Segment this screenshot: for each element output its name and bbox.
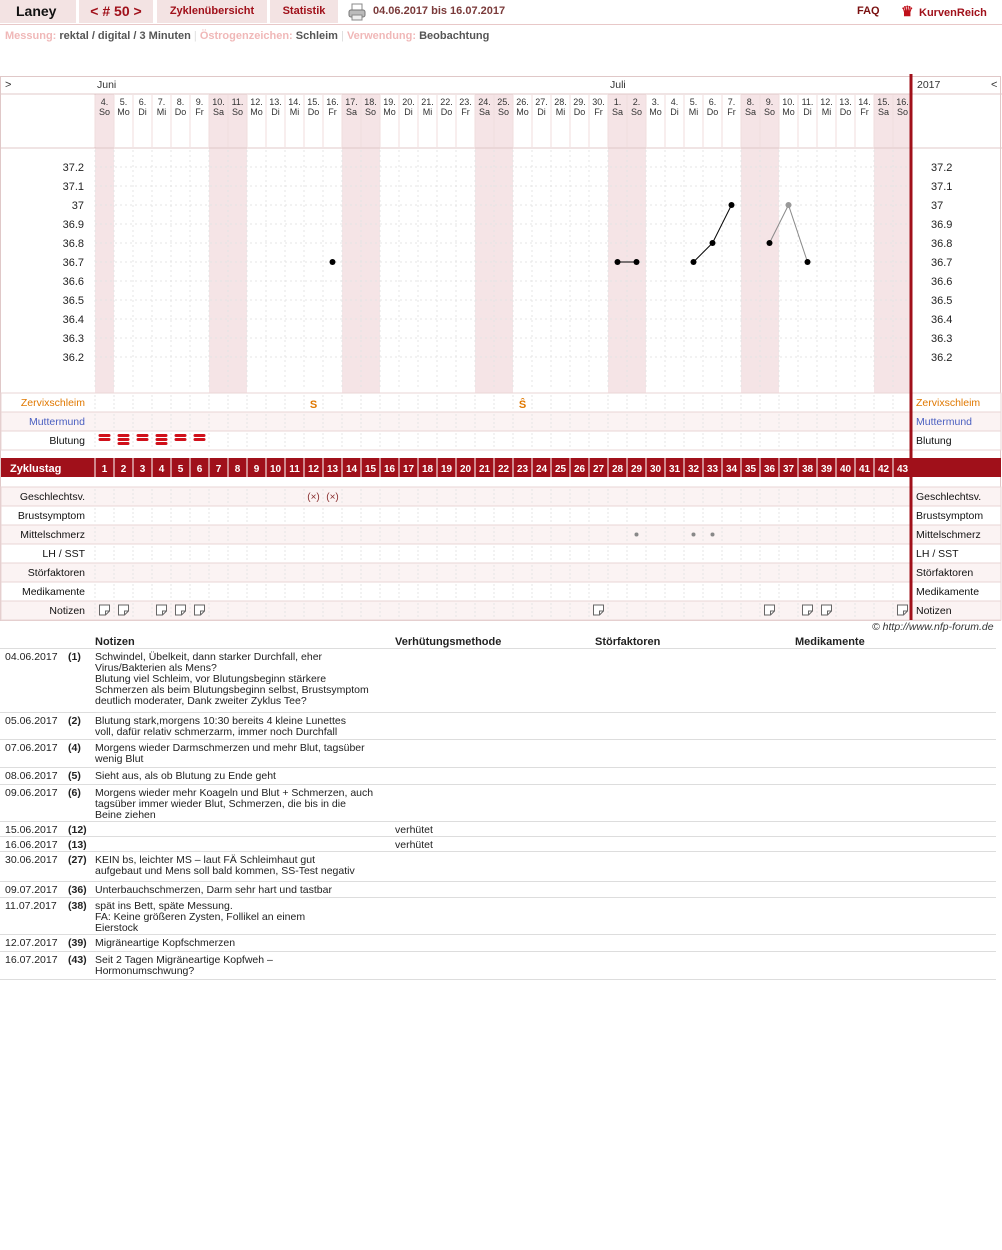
date-label: 22. <box>440 97 453 107</box>
weekday-label: Fr <box>461 107 470 117</box>
cycle-day-number: 40 <box>839 464 852 475</box>
temperature-point <box>691 259 697 265</box>
y-tick-right: 36.3 <box>931 333 953 345</box>
y-tick-right: 36.8 <box>931 238 953 250</box>
row-label-mittelschmerz-right: Mittelschmerz <box>916 529 981 541</box>
date-label: 18. <box>364 97 377 107</box>
y-tick-left: 36.5 <box>62 295 84 307</box>
row-label-blutung-right: Blutung <box>916 435 952 447</box>
row-label-zervixschleim-right: Zervixschleim <box>916 397 981 409</box>
y-tick-left: 36.8 <box>62 238 84 250</box>
row-label-lh-sst: LH / SST <box>42 548 85 560</box>
weekday-label: Sa <box>744 107 757 117</box>
y-tick-right: 36.2 <box>931 352 953 364</box>
weekday-label: Do <box>440 107 453 117</box>
row-band <box>1 431 1001 450</box>
note-cycle-day: (43) <box>68 954 87 966</box>
weekday-label: Sa <box>877 107 890 117</box>
note-date: 09.06.2017 <box>5 787 58 799</box>
date-label: 6. <box>138 97 147 107</box>
weekday-label: Di <box>803 107 812 117</box>
note-text: Morgens wieder mehr Koageln und Blut + Schmerzen, auch tagsüber immer wieder Blut, Schmerzen, die bis in die Beine ziehen <box>95 787 374 821</box>
cycle-day-number: 38 <box>801 464 814 475</box>
note-cycle-day: (2) <box>68 715 81 727</box>
weekday-label: Mi <box>156 107 167 117</box>
note-cycle-day: (1) <box>68 651 81 663</box>
weekday-label: Di <box>537 107 546 117</box>
bleeding-mark <box>156 434 168 437</box>
method-header: Verhütungsmethode <box>395 636 502 648</box>
row-label-muttermund: Muttermund <box>28 416 85 428</box>
nav-previous-arrow: > <box>5 79 12 91</box>
messung-label: Messung: <box>5 30 57 42</box>
note-date: 11.07.2017 <box>5 900 57 912</box>
cycle-day-number: 26 <box>573 464 586 475</box>
bleeding-mark <box>194 434 206 437</box>
year-label: 2017 <box>917 79 941 91</box>
cycle-day-number: 11 <box>289 464 300 475</box>
y-tick-right: 37.2 <box>931 162 953 174</box>
date-label: 10. <box>782 97 795 107</box>
date-label: 28. <box>554 97 567 107</box>
y-tick-left: 37.2 <box>62 162 84 174</box>
cycle-day-number: 1 <box>101 464 108 475</box>
weekday-label: So <box>231 107 244 117</box>
date-label: 4. <box>670 97 679 107</box>
note-row <box>0 852 996 882</box>
temperature-point <box>767 240 773 246</box>
note-date: 16.07.2017 <box>5 954 58 966</box>
date-label: 7. <box>157 97 166 107</box>
note-text: spät ins Bett, späte Messung. FA: Keine größeren Zysten, Follikel an einem Eierstock <box>95 900 306 934</box>
note-text: Unterbauchschmerzen, Darm sehr hart und tastbar <box>95 884 332 896</box>
date-label: 29. <box>573 97 586 107</box>
cycle-day-number: 12 <box>307 464 320 475</box>
tab-statistics[interactable]: Statistik <box>270 0 338 23</box>
bleeding-mark <box>118 434 130 437</box>
date-label: 15. <box>307 97 320 107</box>
cycle-day-number: 5 <box>177 464 184 475</box>
weekday-label: Fr <box>727 107 736 117</box>
note-date: 05.06.2017 <box>5 715 58 727</box>
date-label: 9. <box>765 97 774 107</box>
row-label-geschlechtsv--right: Geschlechtsv. <box>916 491 982 503</box>
date-label: 10. <box>212 97 225 107</box>
y-tick-left: 36.2 <box>62 352 84 364</box>
cycle-day-number: 29 <box>630 464 643 475</box>
notes-header: Notizen <box>95 636 135 648</box>
note-row <box>0 768 996 785</box>
note-date: 15.06.2017 <box>5 824 58 836</box>
weekday-label: Mi <box>289 107 300 117</box>
measurement-info: Messung: rektal / digital / 3 Minuten | Östrogenzeichen: Schleim | Verwendung: Beobachtung <box>5 30 490 42</box>
temperature-point <box>710 240 716 246</box>
note-cycle-day: (39) <box>68 937 87 949</box>
y-tick-left: 36.6 <box>62 276 84 288</box>
note-row <box>0 785 996 822</box>
cycle-day-number: 9 <box>253 464 260 475</box>
note-cycle-day: (12) <box>68 824 87 836</box>
date-label: 5. <box>689 97 698 107</box>
bleeding-mark <box>99 434 111 437</box>
cycle-day-number: 23 <box>516 464 529 475</box>
y-tick-right: 36.5 <box>931 295 953 307</box>
date-label: 14. <box>858 97 871 107</box>
cervical-mucus-mark: Ŝ <box>518 399 527 411</box>
weekday-label: Di <box>271 107 280 117</box>
month-label: Juli <box>610 79 626 91</box>
crown-icon: ♛ <box>901 3 914 19</box>
note-row <box>0 898 996 935</box>
cycle-day-number: 18 <box>421 464 434 475</box>
note-method: verhütet <box>395 824 433 836</box>
cycle-day-number: 3 <box>139 464 146 475</box>
row-label-zervixschleim: Zervixschleim <box>20 397 85 409</box>
note-cycle-day: (13) <box>68 839 87 851</box>
cycle-day-number: 20 <box>459 464 472 475</box>
row-band <box>1 506 1001 525</box>
date-label: 8. <box>176 97 185 107</box>
weekday-label: So <box>630 107 643 117</box>
nav-next-arrow: < <box>991 79 998 91</box>
weekday-label: So <box>896 107 909 117</box>
bleeding-mark <box>156 442 168 445</box>
note-cycle-day: (36) <box>68 884 87 896</box>
weekday-label: Fr <box>328 107 337 117</box>
weekday-label: Sa <box>478 107 491 117</box>
cycle-day-number: 34 <box>725 464 738 475</box>
row-label-notizen: Notizen <box>49 605 85 617</box>
y-tick-left: 36.4 <box>62 314 84 326</box>
row-label-störfaktoren: Störfaktoren <box>27 567 85 579</box>
note-date: 09.07.2017 <box>5 884 58 896</box>
date-label: 2. <box>632 97 641 107</box>
date-label: 11. <box>801 97 814 107</box>
y-tick-right: 36.9 <box>931 219 953 231</box>
cycle-day-label: Zyklustag <box>10 463 62 475</box>
row-band <box>1 412 1001 431</box>
date-label: 7. <box>727 97 736 107</box>
weekday-label: Fr <box>860 107 869 117</box>
weekday-label: Mi <box>688 107 699 117</box>
verwendung-value: Beobachtung <box>419 30 490 42</box>
date-label: 15. <box>877 97 890 107</box>
note-row <box>0 837 996 852</box>
weekday-label: So <box>98 107 111 117</box>
oestrogen-value: Schleim <box>295 30 338 42</box>
weekday-label: Mo <box>117 107 130 117</box>
bleeding-mark <box>137 438 149 441</box>
temperature-point <box>330 259 336 265</box>
row-band <box>1 393 1001 412</box>
note-cycle-day: (4) <box>68 742 81 754</box>
cycle-day-number: 13 <box>326 464 339 475</box>
weekday-label: Di <box>404 107 413 117</box>
intercourse-mark: (×) <box>326 492 339 503</box>
weekday-label: So <box>364 107 377 117</box>
cervical-mucus-mark: S <box>309 399 318 411</box>
cycle-day-number: 14 <box>345 464 358 475</box>
date-label: 16. <box>326 97 339 107</box>
weekday-label: Di <box>670 107 679 117</box>
cycle-day-number: 28 <box>611 464 624 475</box>
cycle-day-number: 10 <box>269 464 282 475</box>
row-label-brustsymptom: Brustsymptom <box>17 510 85 522</box>
bleeding-mark <box>175 434 187 437</box>
weekday-label: Mi <box>422 107 433 117</box>
messung-value: rektal / digital / 3 Minuten <box>59 30 191 42</box>
cycle-day-number: 39 <box>820 464 833 475</box>
date-label: 25. <box>497 97 510 107</box>
weekday-label: So <box>763 107 776 117</box>
row-label-störfaktoren-right: Störfaktoren <box>916 567 974 579</box>
mittelschmerz-mark <box>635 533 639 537</box>
date-label: 17. <box>345 97 358 107</box>
row-label-lh-sst-right: LH / SST <box>916 548 959 560</box>
note-method: verhütet <box>395 839 433 851</box>
note-cycle-day: (38) <box>68 900 87 912</box>
weekday-label: Do <box>174 107 187 117</box>
note-text: Blutung stark,morgens 10:30 bereits 4 kleine Lunettes voll, dafür relativ schmerzarm, immer noch Durchfall <box>95 715 346 738</box>
row-label-blutung: Blutung <box>49 435 85 447</box>
weekday-label: Mo <box>649 107 662 117</box>
medication-header: Medikamente <box>795 636 865 648</box>
note-text: Morgens wieder Darmschmerzen und mehr Blut, tagsüber wenig Blut <box>95 742 365 765</box>
copyright: © http://www.nfp-forum.de <box>872 621 994 633</box>
weekday-label: Mi <box>821 107 832 117</box>
note-row <box>0 713 996 740</box>
weekday-label: Fr <box>195 107 204 117</box>
date-label: 8. <box>746 97 755 107</box>
weekday-label: Do <box>706 107 719 117</box>
month-label: Juni <box>97 79 117 91</box>
verwendung-label: Verwendung: <box>346 30 417 42</box>
date-label: 4. <box>100 97 109 107</box>
temperature-line <box>789 205 808 262</box>
y-tick-right: 37.1 <box>931 181 953 193</box>
date-label: 19. <box>383 97 396 107</box>
row-label-geschlechtsv-: Geschlechtsv. <box>19 491 85 503</box>
bleeding-mark <box>175 438 187 441</box>
note-date: 08.06.2017 <box>5 770 58 782</box>
y-tick-right: 36.4 <box>931 314 953 326</box>
row-band <box>1 563 1001 582</box>
cycle-day-number: 7 <box>215 464 222 475</box>
cycle-day-number: 19 <box>440 464 453 475</box>
y-tick-left: 37 <box>71 200 84 212</box>
date-label: 9. <box>195 97 204 107</box>
row-label-medikamente-right: Medikamente <box>916 586 980 598</box>
date-range: 04.06.2017 bis 16.07.2017 <box>373 5 506 17</box>
bleeding-mark <box>118 442 130 445</box>
weekday-label: Mo <box>782 107 795 117</box>
cycle-day-number: 8 <box>234 464 241 475</box>
y-tick-right: 36.6 <box>931 276 953 288</box>
weekday-label: Do <box>573 107 586 117</box>
note-row <box>0 740 996 768</box>
date-label: 14. <box>288 97 301 107</box>
cycle-day-number: 2 <box>120 464 127 475</box>
note-cycle-day: (6) <box>68 787 81 799</box>
cycle-day-number: 27 <box>592 464 605 475</box>
row-band <box>1 544 1001 563</box>
date-label: 27. <box>535 97 548 107</box>
temperature-point <box>786 202 792 208</box>
bleeding-mark <box>99 438 111 441</box>
note-date: 04.06.2017 <box>5 651 58 663</box>
note-text: Migräneartige Kopfschmerzen <box>95 937 236 949</box>
cycle-day-number: 41 <box>858 464 871 475</box>
weekday-label: So <box>497 107 510 117</box>
cycle-navigator[interactable]: < # 50 > <box>79 0 153 23</box>
y-tick-left: 36.3 <box>62 333 84 345</box>
weekday-label: Mo <box>516 107 529 117</box>
note-text: Seit 2 Tagen Migräneartige Kopfweh – Hormonumschwung? <box>95 954 273 977</box>
temperature-point <box>805 259 811 265</box>
cycle-day-number: 21 <box>478 464 491 475</box>
cycle-day-number: 22 <box>497 464 510 475</box>
faq-link[interactable]: FAQ <box>857 5 880 17</box>
cycle-day-number: 35 <box>744 464 757 475</box>
date-label: 6. <box>708 97 717 107</box>
date-label: 13. <box>269 97 282 107</box>
note-cycle-day: (27) <box>68 854 87 866</box>
date-label: 30. <box>592 97 605 107</box>
weekday-label: Sa <box>345 107 358 117</box>
mittelschmerz-mark <box>711 533 715 537</box>
tab-cycle-overview[interactable]: Zyklenübersicht <box>157 0 267 23</box>
date-label: 26. <box>516 97 529 107</box>
cycle-day-number: 16 <box>383 464 396 475</box>
cycle-day-number: 15 <box>364 464 377 475</box>
weekday-label: Mo <box>250 107 263 117</box>
weekday-label: Di <box>138 107 147 117</box>
weekday-label: Mo <box>383 107 396 117</box>
date-label: 13. <box>839 97 852 107</box>
cycle-day-number: 6 <box>196 464 203 475</box>
intercourse-mark: (×) <box>307 492 320 503</box>
note-date: 30.06.2017 <box>5 854 58 866</box>
y-tick-left: 36.7 <box>62 257 84 269</box>
note-row <box>0 952 996 980</box>
date-label: 23. <box>459 97 472 107</box>
brand-name: KurvenReich <box>919 7 987 19</box>
cycle-day-number: 37 <box>782 464 795 475</box>
bleeding-mark <box>137 434 149 437</box>
row-label-mittelschmerz: Mittelschmerz <box>20 529 85 541</box>
row-label-notizen-right: Notizen <box>916 605 952 617</box>
weekday-label: Mi <box>555 107 566 117</box>
date-label: 24. <box>478 97 491 107</box>
weekday-label: Sa <box>212 107 225 117</box>
weekday-label: Do <box>307 107 320 117</box>
cycle-day-number: 42 <box>877 464 890 475</box>
mittelschmerz-mark <box>692 533 696 537</box>
date-label: 5. <box>119 97 128 107</box>
weekday-label: Sa <box>611 107 624 117</box>
date-label: 21. <box>421 97 434 107</box>
note-row <box>0 935 996 952</box>
note-date: 16.06.2017 <box>5 839 58 851</box>
cycle-day-number: 30 <box>649 464 662 475</box>
row-band <box>1 487 1001 506</box>
date-label: 12. <box>820 97 833 107</box>
date-label: 12. <box>250 97 263 107</box>
cycle-day-number: 24 <box>535 464 548 475</box>
disturbance-header: Störfaktoren <box>595 636 661 648</box>
date-label: 11. <box>231 97 244 107</box>
note-row <box>0 822 996 837</box>
note-date: 07.06.2017 <box>5 742 58 754</box>
temperature-point <box>729 202 735 208</box>
cycle-day-number: 4 <box>158 464 165 475</box>
note-row <box>0 649 996 713</box>
y-tick-right: 36.7 <box>931 257 953 269</box>
weekday-label: Fr <box>594 107 603 117</box>
row-label-medikamente: Medikamente <box>21 586 85 598</box>
y-tick-left: 37.1 <box>62 181 84 193</box>
temperature-point <box>615 259 621 265</box>
row-band <box>1 582 1001 601</box>
row-label-brustsymptom-right: Brustsymptom <box>916 510 984 522</box>
note-text: KEIN bs, leichter MS – laut FÄ Schleimhaut gut aufgebaut und Mens soll bald kommen, SS-Test negativ <box>95 854 355 877</box>
cycle-day-number: 17 <box>402 464 415 475</box>
date-label: 3. <box>651 97 660 107</box>
bleeding-mark <box>156 438 168 441</box>
weekday-label: Do <box>839 107 852 117</box>
note-cycle-day: (5) <box>68 770 81 782</box>
cycle-day-number: 43 <box>896 464 909 475</box>
note-text: Schwindel, Übelkeit, dann starker Durchfall, eher Virus/Bakterien als Mens? Blutung viel Schleim, vor Blutungsbeginn stärkere Schmerzen als beim Blutungsbeginn selbst, Brustsymptom deutlich moderater, Dank zweiter Zyklus Tee? <box>95 651 369 707</box>
date-label: 20. <box>402 97 415 107</box>
cycle-day-number: 33 <box>706 464 719 475</box>
note-date: 12.07.2017 <box>5 937 58 949</box>
cycle-day-number: 25 <box>554 464 567 475</box>
row-band <box>1 525 1001 544</box>
oestrogen-label: Östrogenzeichen: <box>199 30 293 42</box>
date-label: 16. <box>896 97 909 107</box>
user-name: Laney <box>0 0 76 23</box>
cycle-day-number: 31 <box>668 464 681 475</box>
date-label: 1. <box>613 97 622 107</box>
y-tick-right: 37 <box>931 200 944 212</box>
note-row <box>0 882 996 898</box>
row-label-muttermund-right: Muttermund <box>916 416 973 428</box>
note-text: Sieht aus, als ob Blutung zu Ende geht <box>95 770 276 782</box>
bleeding-mark <box>194 438 206 441</box>
y-tick-left: 36.9 <box>62 219 84 231</box>
cycle-day-number: 32 <box>687 464 700 475</box>
row-band <box>1 601 1001 620</box>
bleeding-mark <box>118 438 130 441</box>
cycle-day-number: 36 <box>763 464 776 475</box>
temperature-point <box>634 259 640 265</box>
